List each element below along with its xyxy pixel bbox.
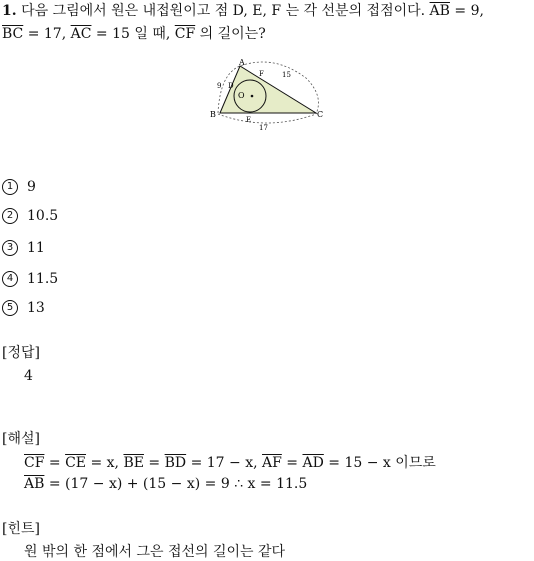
hint-text: 원 밖의 한 점에서 그은 접선의 길이는 같다 [24, 544, 286, 560]
choice-2[interactable] [2, 207, 58, 225]
eq: = [148, 455, 161, 471]
seg-af: $\overline{AF}$ [262, 455, 282, 471]
equation-rest: = (17 − x) + (15 − x) = 9 ∴ x = 11.5 [48, 476, 308, 492]
eq: = [286, 455, 299, 471]
vertex-b: B [210, 110, 216, 119]
segment-bc-value: = 17, [27, 26, 67, 42]
triangle-abc [220, 66, 316, 113]
choice-text: 9 [27, 179, 36, 195]
seg-bd: $\overline{BD}$ [164, 455, 187, 471]
question-text [2, 0, 532, 46]
seg-cf: $\overline{CF}$ [24, 455, 45, 471]
segment-ac-label: $\overline{AC}$ [70, 26, 92, 42]
seg-ab: $\overline{AB}$ [24, 476, 45, 492]
point-e: E [246, 116, 252, 124]
center-o: O [238, 91, 245, 100]
choice-marker: 4 [2, 271, 18, 287]
eq: = x, [90, 455, 119, 471]
segment-ab-value: = 9, [454, 3, 484, 19]
eq: = [48, 455, 61, 471]
choice-text: 11.5 [27, 271, 59, 287]
answer-value: 4 [24, 368, 33, 384]
question-intro: 다음 그림에서 원은 내접원이고 점 D, E, F 는 각 선분의 접점이다. [21, 3, 426, 19]
choice-4[interactable] [2, 270, 58, 288]
seg-ce: $\overline{CE}$ [65, 455, 87, 471]
seg-ad: $\overline{AD}$ [302, 455, 324, 471]
vertex-c: C [317, 110, 324, 119]
choice-marker: 5 [2, 300, 18, 316]
segment-ab-label: $\overline{AB}$ [429, 3, 450, 19]
point-f: F [259, 70, 264, 78]
explanation-heading: [해설] [2, 431, 40, 447]
choice-text: 11 [27, 240, 45, 256]
choice-1[interactable] [2, 178, 36, 196]
question-ending: 의 길이는? [199, 26, 266, 42]
length-bc: 17 [259, 124, 268, 132]
choice-text: 13 [27, 300, 45, 316]
length-ac: 15 [282, 71, 291, 79]
choice-text: 10.5 [27, 208, 59, 224]
eq: = 15 − x 이므로 [328, 455, 436, 471]
hint-heading: [힌트] [2, 521, 40, 537]
answer-heading: [정답] [2, 345, 40, 361]
segment-bc-label: $\overline{BC}$ [2, 26, 24, 42]
explanation-line-2 [24, 476, 307, 492]
vertex-a: A [239, 58, 245, 67]
question-number: 1. [2, 3, 17, 19]
choice-marker: 2 [2, 208, 18, 224]
bottom-arc [218, 114, 316, 123]
point-d: D [228, 82, 234, 90]
choice-3[interactable] [2, 239, 45, 257]
choice-marker: 3 [2, 240, 18, 256]
triangle-incircle-figure [206, 56, 330, 136]
choice-5[interactable] [2, 299, 45, 317]
seg-be: $\overline{BE}$ [123, 455, 144, 471]
center-point [251, 95, 254, 98]
explanation-line-1 [24, 452, 436, 472]
length-ab: 9 [217, 82, 222, 90]
segment-ac-value: = 15 일 때, [95, 26, 171, 42]
eq: = 17 − x, [190, 455, 258, 471]
choice-marker: 1 [2, 179, 18, 195]
segment-cf-label: $\overline{CF}$ [174, 26, 196, 42]
